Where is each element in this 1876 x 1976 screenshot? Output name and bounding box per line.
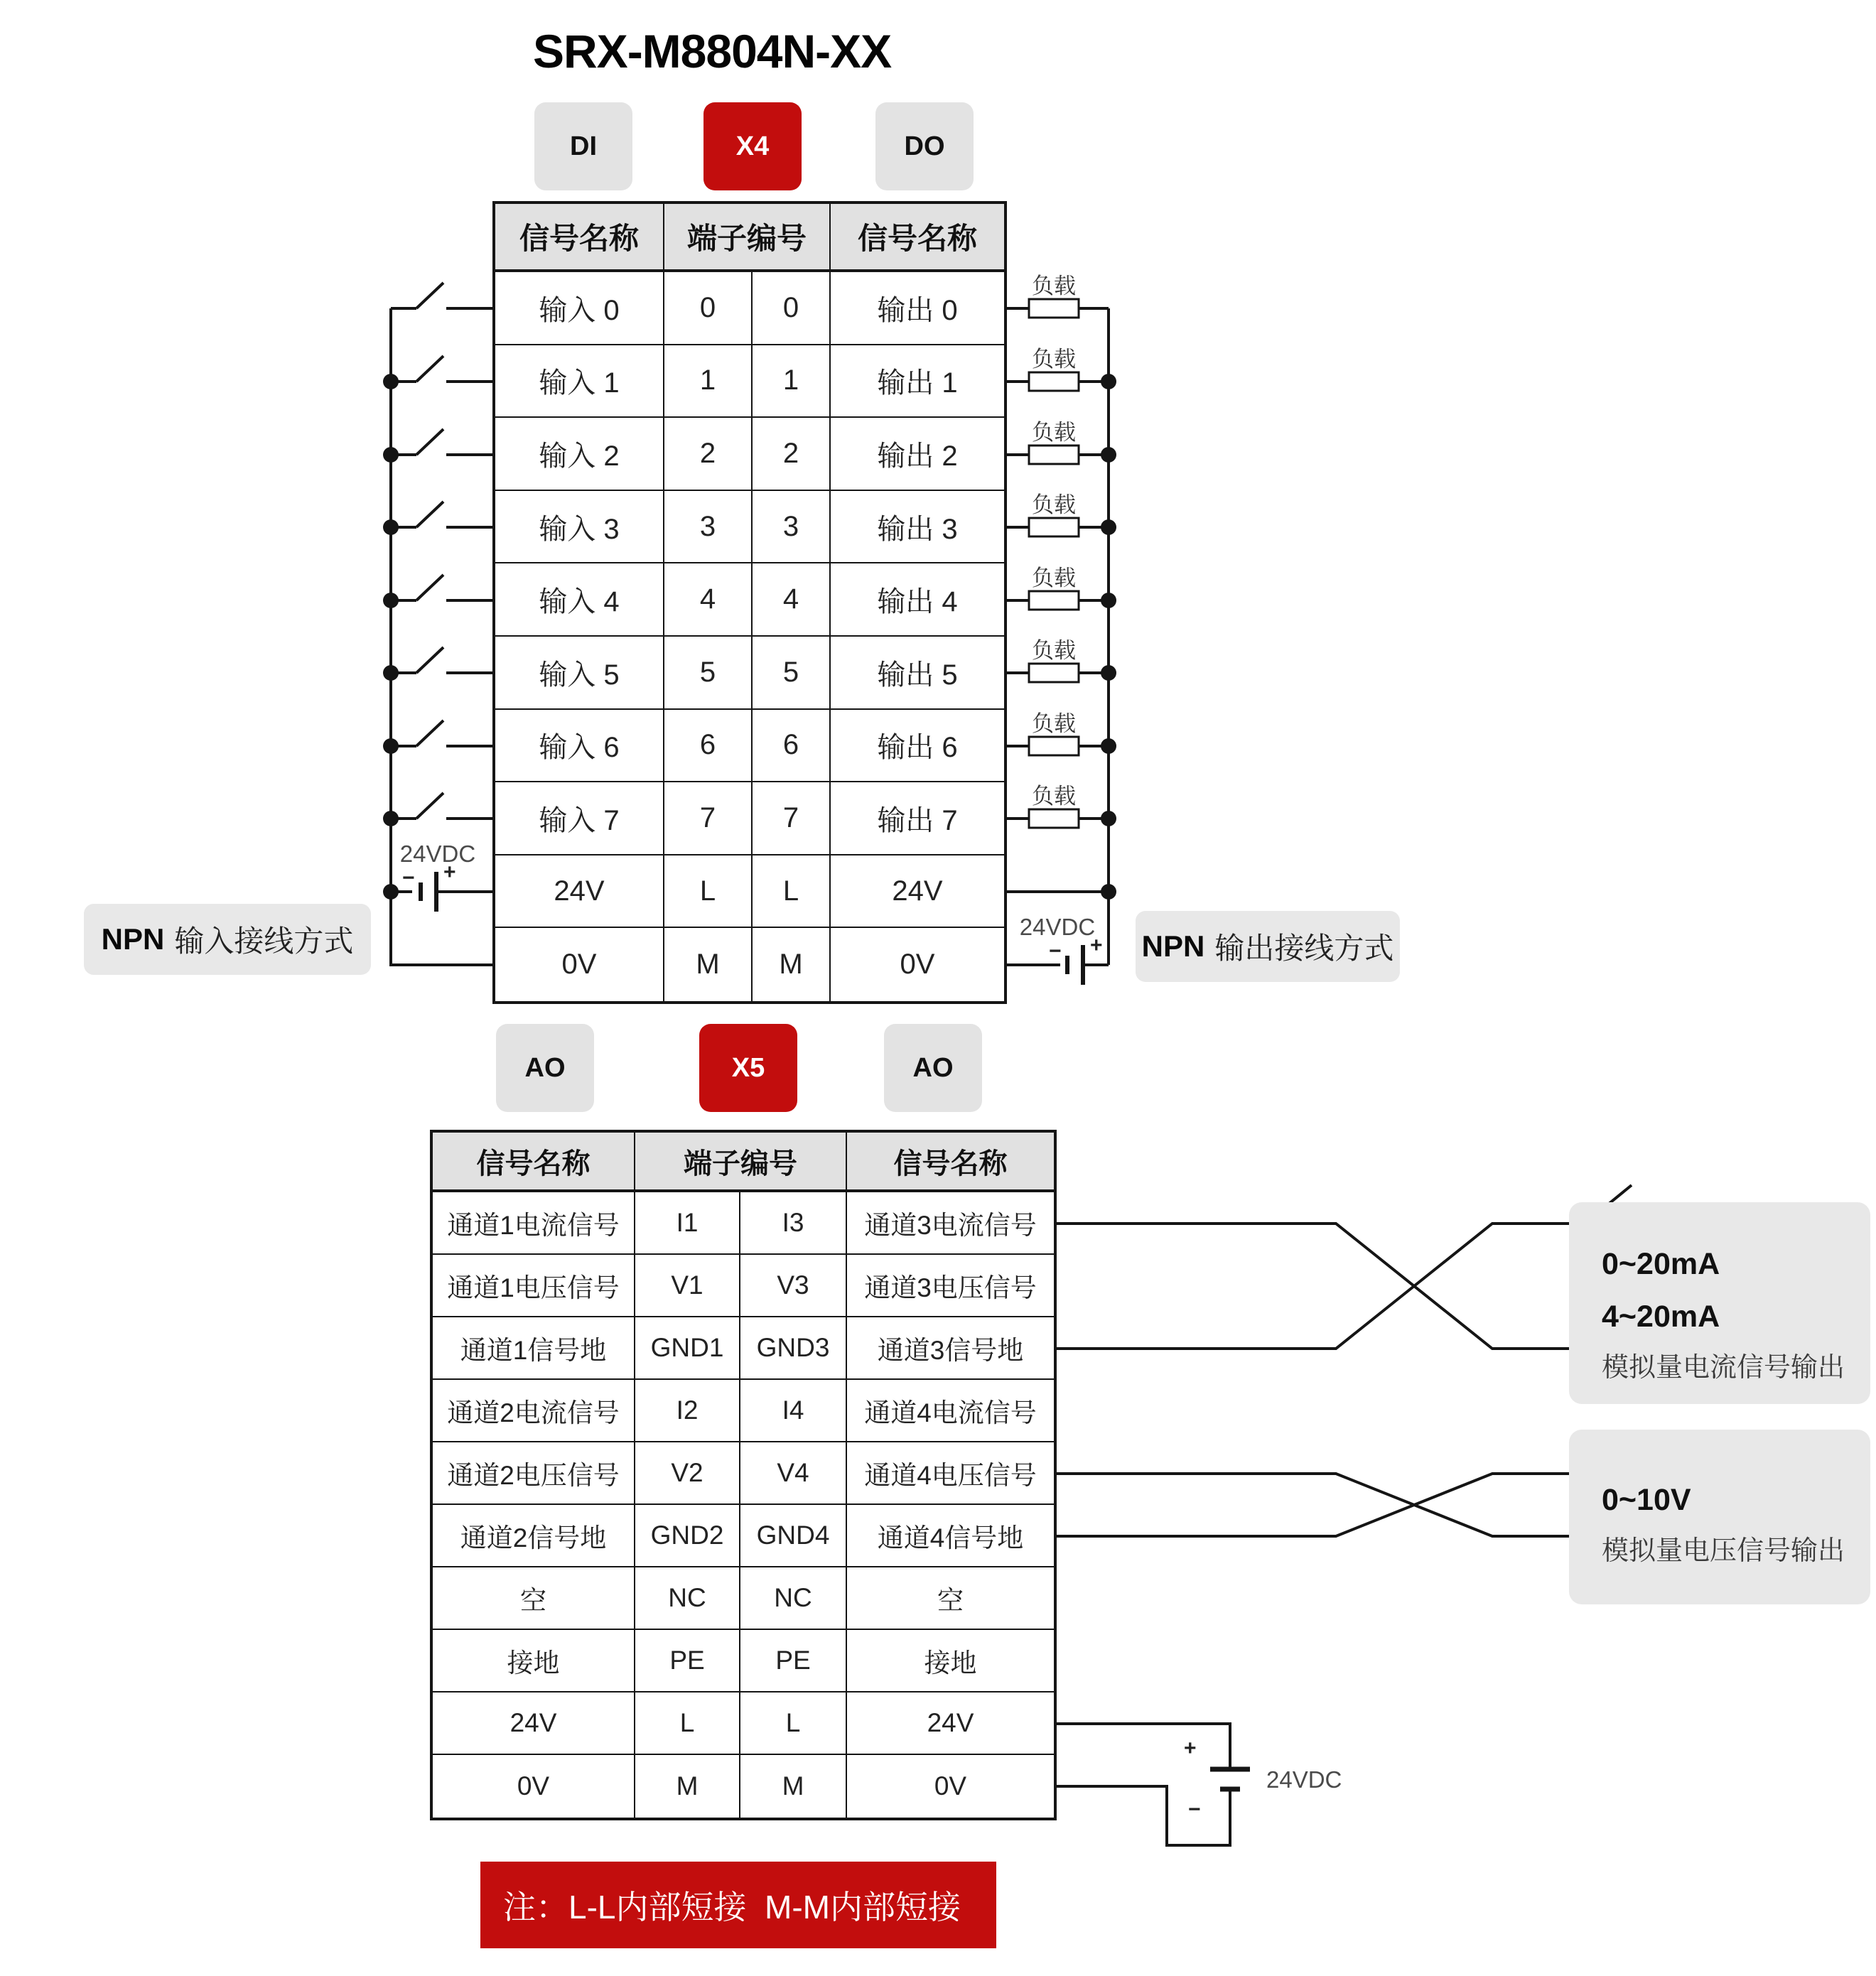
twisted-pair-voltage	[1057, 1437, 1632, 1573]
section1-row1-signal-right: 输出 1	[831, 345, 1004, 419]
section1-row9-signal-left: 0V	[495, 928, 664, 1001]
voltage-output-label-box	[1569, 1430, 1870, 1604]
section1-row6-terminal-a: 6	[664, 710, 753, 783]
section1-row9-signal-right: 0V	[900, 949, 935, 981]
section2-row0-signal-left: 通道1电流信号	[433, 1192, 635, 1255]
section2-row8-terminal-b: L	[740, 1692, 847, 1755]
section1-row1-terminal-b: 1	[753, 345, 831, 419]
input-supply-plus: +	[443, 860, 456, 884]
section2-header-1: 端子编号	[635, 1133, 847, 1192]
current-output-caption: 模拟量电流信号输出	[1602, 1353, 1845, 1383]
section1-row4-terminal-b: 4	[753, 563, 831, 637]
section2-row7-terminal-b: PE	[740, 1630, 847, 1692]
badge-do: DO	[875, 102, 974, 190]
section2-row5-signal-right: 通道4信号地	[847, 1505, 1054, 1567]
npn-input-bold: NPN	[101, 922, 165, 956]
analog-battery-symbol	[1057, 1724, 1250, 1845]
section1-row7-signal-left: 输入 7	[495, 782, 664, 855]
section2-row4-terminal-a: V2	[635, 1442, 740, 1505]
npn-input-mode-label	[84, 904, 371, 975]
current-output-label-box	[1569, 1202, 1870, 1404]
section2-row9-signal-right: 0V	[934, 1771, 967, 1800]
section2-row1-terminal-a: V1	[635, 1255, 740, 1317]
section1-row2-terminal-a: 2	[664, 418, 753, 491]
section1-row3-signal-right: 输出 3	[831, 491, 1004, 564]
section2-row3-signal-left: 通道2电流信号	[433, 1380, 635, 1442]
section1-row0-terminal-a: 0	[664, 272, 753, 345]
voltage-output-caption: 模拟量电压信号输出	[1602, 1536, 1845, 1566]
badge-x4: X4	[704, 102, 802, 190]
load-label-3: 负载	[1032, 492, 1076, 517]
section1-row5-terminal-b: 5	[753, 637, 831, 710]
load-label-0: 负载	[1032, 274, 1076, 298]
section2-row6-terminal-a: NC	[635, 1567, 740, 1630]
shorting-note: 注：L-L内部短接 M-M内部短接	[480, 1862, 996, 1948]
section2-row0-signal-right: 通道3电流信号	[847, 1192, 1054, 1255]
section2-row7-signal-right: 接地	[847, 1630, 1054, 1692]
section1-header-2: 信号名称	[831, 204, 1004, 272]
section1-row4-signal-right: 输出 4	[831, 563, 1004, 637]
section2-row4-signal-left: 通道2电压信号	[433, 1442, 635, 1505]
analog-supply-minus: −	[1188, 1798, 1201, 1821]
section1-row2-signal-right: 输出 2	[831, 418, 1004, 491]
section2-row8-signal-left: 24V	[433, 1692, 635, 1755]
section1-row0-signal-left: 输入 0	[495, 272, 664, 345]
load-label-5: 负载	[1032, 638, 1076, 663]
section1-row9-terminal-a: M	[664, 928, 753, 1001]
output-supply-label: 24VDC	[1019, 914, 1096, 940]
analog-supply-plus: +	[1184, 1737, 1197, 1760]
section2-row2-terminal-a: GND1	[635, 1317, 740, 1380]
section2-row5-terminal-b: GND4	[740, 1505, 847, 1567]
badge-di: DI	[534, 102, 632, 190]
section1-row7-terminal-a: 7	[664, 782, 753, 855]
section1-row1-terminal-a: 1	[664, 345, 753, 419]
section2-row3-terminal-b: I4	[740, 1380, 847, 1442]
twisted-pair-current	[1057, 1185, 1632, 1387]
section1-row6-signal-left: 输入 6	[495, 710, 664, 783]
section1-row5-signal-left: 输入 5	[495, 637, 664, 710]
current-range-2: 4~20mA	[1602, 1300, 1720, 1334]
section1-row8-terminal-b: L	[753, 855, 831, 929]
section2-row7-signal-left: 接地	[433, 1630, 635, 1692]
section1-row8-terminal-a: L	[664, 855, 753, 929]
badge-ao-right: AO	[884, 1024, 982, 1112]
section2-row9-signal-left: 0V	[433, 1755, 635, 1818]
section1-row7-terminal-b: 7	[753, 782, 831, 855]
section1-row9-terminal-b: M	[753, 928, 831, 1001]
section2-header-0: 信号名称	[433, 1133, 635, 1192]
section1-row6-signal-right: 输出 6	[831, 710, 1004, 783]
load-label-6: 负载	[1032, 711, 1076, 736]
section2-row5-signal-left: 通道2信号地	[433, 1505, 635, 1567]
section2-row2-signal-right: 通道3信号地	[847, 1317, 1054, 1380]
section2-row9-terminal-b: M	[740, 1755, 847, 1818]
input-supply-label: 24VDC	[399, 841, 476, 867]
voltage-range: 0~10V	[1602, 1483, 1691, 1517]
section2-row2-terminal-b: GND3	[740, 1317, 847, 1380]
section2-row1-signal-left: 通道1电压信号	[433, 1255, 635, 1317]
section2-row3-terminal-a: I2	[635, 1380, 740, 1442]
section2-row4-terminal-b: V4	[740, 1442, 847, 1505]
section1-row0-signal-right: 输出 0	[831, 272, 1004, 345]
analog-supply-label: 24VDC	[1266, 1766, 1342, 1793]
section2-row2-signal-left: 通道1信号地	[433, 1317, 635, 1380]
badge-x5: X5	[699, 1024, 797, 1112]
ao-terminal-table	[430, 1130, 1057, 1820]
page-title: SRX-M8804N-XX	[533, 25, 892, 77]
section2-row0-terminal-a: I1	[635, 1192, 740, 1255]
section1-row4-signal-left: 输入 4	[495, 563, 664, 637]
section2-row8-terminal-a: L	[635, 1692, 740, 1755]
section2-row7-terminal-a: PE	[635, 1630, 740, 1692]
section1-row4-terminal-a: 4	[664, 563, 753, 637]
section1-header-1: 端子编号	[664, 204, 831, 272]
section1-row3-terminal-b: 3	[753, 491, 831, 564]
npn-output-mode-label	[1136, 911, 1400, 982]
section2-row6-terminal-b: NC	[740, 1567, 847, 1630]
section1-row7-signal-right: 输出 7	[831, 782, 1004, 855]
section2-row4-signal-right: 通道4电压信号	[847, 1442, 1054, 1505]
section2-row8-signal-right: 24V	[847, 1692, 1054, 1755]
section1-row5-signal-right: 输出 5	[831, 637, 1004, 710]
section1-row1-signal-left: 输入 1	[495, 345, 664, 419]
load-label-7: 负载	[1032, 784, 1076, 809]
section1-row3-terminal-a: 3	[664, 491, 753, 564]
npn-output-bold: NPN	[1141, 929, 1205, 963]
current-range-1: 0~20mA	[1602, 1247, 1720, 1281]
section1-row2-terminal-b: 2	[753, 418, 831, 491]
section2-row5-terminal-a: GND2	[635, 1505, 740, 1567]
section2-row6-signal-right: 空	[847, 1567, 1054, 1630]
section2-header-2: 信号名称	[847, 1133, 1054, 1192]
load-label-1: 负载	[1032, 347, 1076, 372]
section1-row8-signal-left: 24V	[495, 855, 664, 929]
badge-ao-left: AO	[496, 1024, 594, 1112]
section2-row9-terminal-a: M	[635, 1755, 740, 1818]
section2-row6-signal-left: 空	[433, 1567, 635, 1630]
output-supply-plus: +	[1090, 934, 1103, 957]
output-supply-minus: −	[1049, 939, 1062, 963]
section1-row8-signal-right: 24V	[831, 855, 1004, 929]
di-do-terminal-table	[492, 201, 1007, 1004]
section2-row1-terminal-b: V3	[740, 1255, 847, 1317]
section1-header-0: 信号名称	[495, 204, 664, 272]
npn-output-text: 输出接线方式	[1214, 932, 1394, 965]
section1-row2-signal-left: 输入 2	[495, 418, 664, 491]
section1-row0-terminal-b: 0	[753, 272, 831, 345]
section2-row0-terminal-b: I3	[740, 1192, 847, 1255]
section2-row1-signal-right: 通道3电压信号	[847, 1255, 1054, 1317]
section1-row5-terminal-a: 5	[664, 637, 753, 710]
section1-row3-signal-left: 输入 3	[495, 491, 664, 564]
section2-row3-signal-right: 通道4电流信号	[847, 1380, 1054, 1442]
load-label-4: 负载	[1032, 566, 1076, 590]
load-label-2: 负载	[1032, 420, 1076, 445]
npn-input-text: 输入接线方式	[174, 924, 354, 958]
input-switch-symbols	[391, 283, 492, 819]
section1-row6-terminal-b: 6	[753, 710, 831, 783]
input-supply-minus: −	[402, 866, 415, 890]
